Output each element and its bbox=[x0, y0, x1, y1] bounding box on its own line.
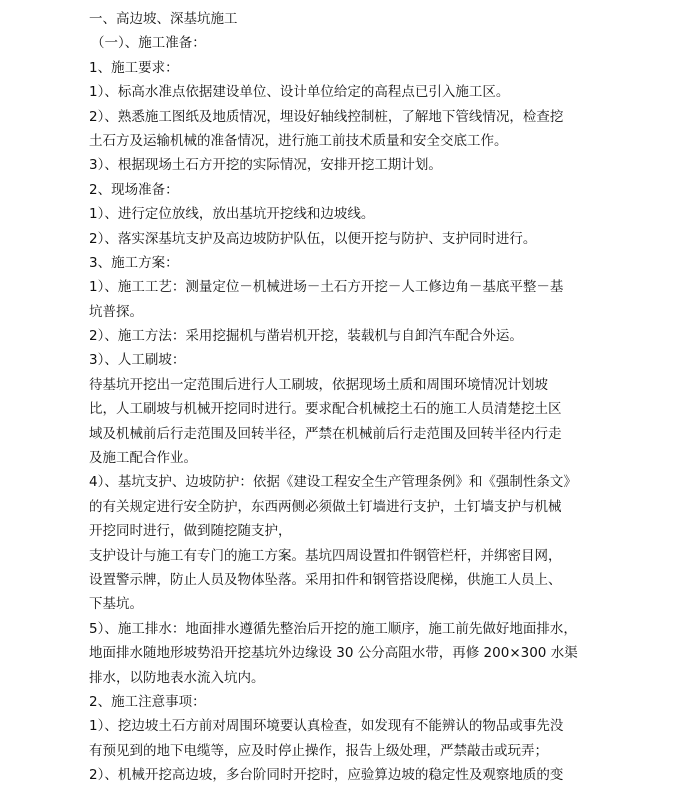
text-line: 有预见到的地下电缆等，应及时停止操作，报告上级处理，严禁敲击或玩弄； bbox=[89, 742, 548, 759]
text-line: 2）、机械开挖高边坡，多台阶同时开挖时，应验算边坡的稳定性及观察地质的变 bbox=[89, 767, 564, 784]
text-line: 支护设计与施工有专门的施工方案。基坑四周设置扣件钢管栏杆，并绑密目网， bbox=[89, 547, 562, 564]
text-line: 5）、施工排水：地面排水遵循先整治后开挖的施工顺序，施工前先做好地面排水， bbox=[89, 620, 577, 637]
subsection-heading: （一）、施工准备： bbox=[91, 35, 206, 52]
item-heading: 3、施工方案： bbox=[89, 254, 179, 271]
text-line: 土石方及运输机械的准备情况，进行施工前技术质量和安全交底工作。 bbox=[89, 132, 508, 149]
text-line: 1）、挖边坡土石方前对周围环境要认真检查，如发现有不能辨认的物品或事先没 bbox=[89, 718, 564, 735]
text-line: 及施工配合作业。 bbox=[89, 450, 197, 467]
text-line: 下基坑。 bbox=[89, 596, 143, 613]
text-line: 待基坑开挖出一定范围后进行人工刷坡，依据现场土质和周围环境情况计划坡 bbox=[89, 376, 548, 393]
text-line: 地面排水随地形坡势沿开挖基坑外边缘设 30 公分高阻水带，再修 200×300 水渠 bbox=[89, 645, 578, 662]
text-line: 开挖同时进行，做到随挖随支护， bbox=[89, 523, 292, 540]
text-line: 的有关规定进行安全防护，东西两侧必须做土钉墙进行支护，土钉墙支护与机械 bbox=[89, 498, 562, 515]
item-heading: 2、现场准备： bbox=[89, 181, 179, 198]
text-line: 1）、进行定位放线，放出基坑开挖线和边坡线。 bbox=[89, 206, 375, 223]
text-line: 比，人工刷坡与机械开挖同时进行。要求配合机械挖土石的施工人员清楚挖土区 bbox=[89, 401, 562, 418]
text-line: 2）、熟悉施工图纸及地质情况，埋设好轴线控制桩，了解地下管线情况，检查挖 bbox=[89, 108, 564, 125]
item-heading: 1、施工要求： bbox=[89, 59, 179, 76]
text-line: 3）、人工刷坡： bbox=[89, 352, 186, 369]
text-line: 设置警示牌，防止人员及物体坠落。采用扣件和钢管搭设爬梯，供施工人员上、 bbox=[89, 571, 562, 588]
text-line: 排水，以防地表水流入坑内。 bbox=[89, 669, 265, 686]
text-line: 1）、标高水准点依据建设单位、设计单位给定的高程点已引入施工区。 bbox=[89, 84, 510, 101]
text-line: 1）、施工工艺：测量定位－机械进场－土石方开挖－人工修边角－基底平整－基 bbox=[89, 279, 564, 296]
text-line: 3）、根据现场土石方开挖的实际情况，安排开挖工期计划。 bbox=[89, 157, 442, 174]
text-line: 坑普探。 bbox=[89, 303, 143, 320]
text-line: 4）、基坑支护、边坡防护：依据《建设工程安全生产管理条例》和《强制性条文》 bbox=[89, 474, 577, 491]
text-line: 域及机械前后行走范围及回转半径，严禁在机械前后行走范围及回转半径内行走 bbox=[89, 425, 562, 442]
item-heading: 2、施工注意事项： bbox=[89, 693, 206, 710]
text-line: 2）、施工方法：采用挖掘机与凿岩机开挖，装载机与自卸汽车配合外运。 bbox=[89, 328, 523, 345]
text-line: 2）、落实深基坑支护及高边坡防护队伍，以便开挖与防护、支护同时进行。 bbox=[89, 230, 537, 247]
section-heading: 一、高边坡、深基坑施工 bbox=[89, 11, 238, 27]
